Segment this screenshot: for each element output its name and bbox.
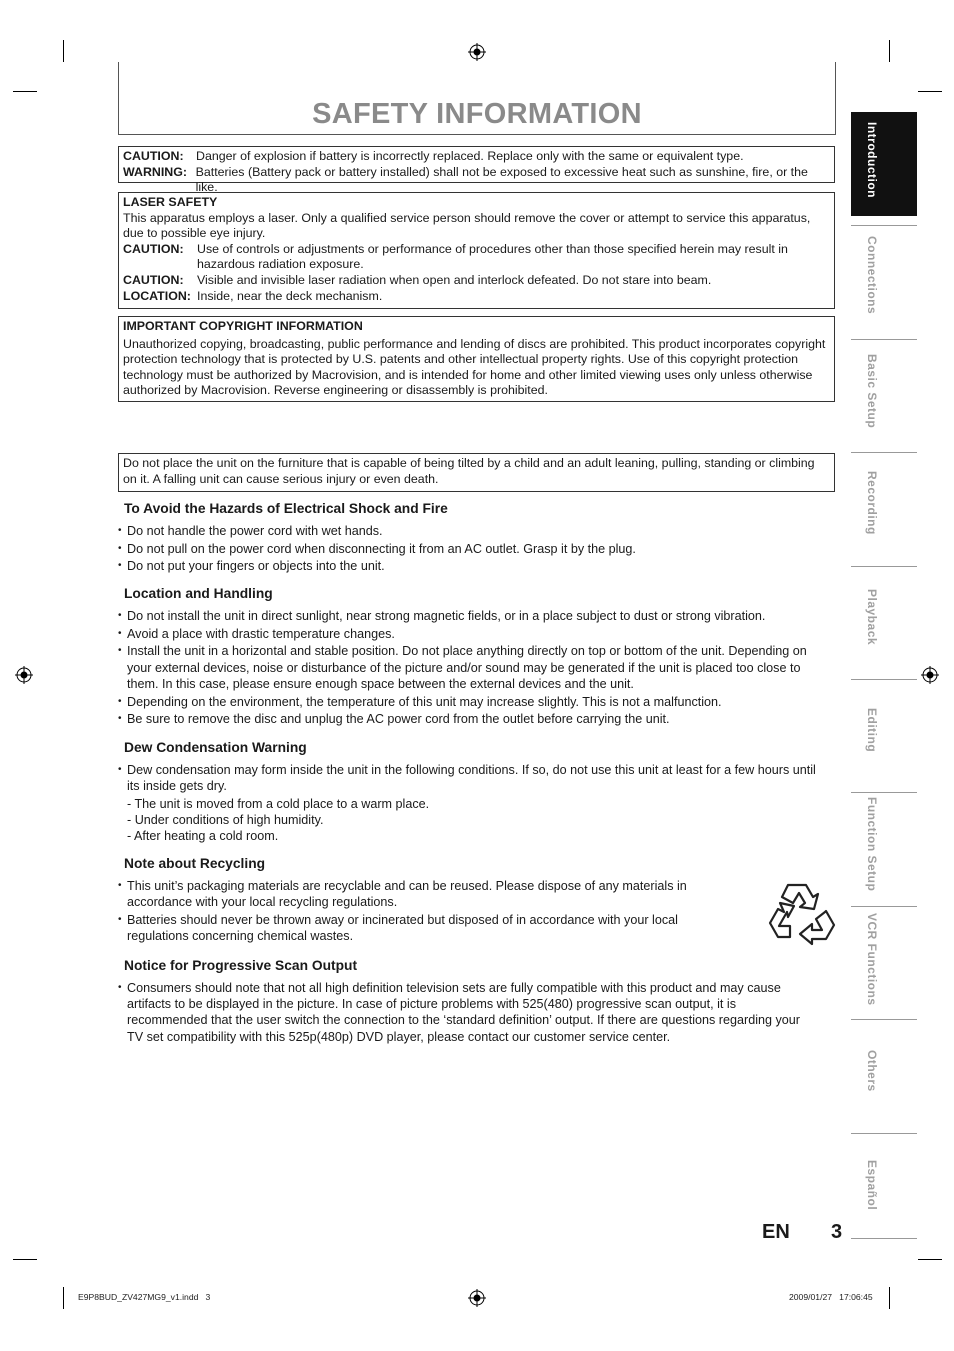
section-heading-dew: Dew Condensation Warning (124, 740, 307, 755)
tab-recording[interactable] (851, 452, 917, 557)
laser-row (123, 289, 830, 305)
tab-editing[interactable] (851, 679, 917, 784)
laser-text: Visible and invisible laser radiation when open and interlock defeated. Do not stare into beam. (197, 272, 712, 287)
list-item: • Do not put your fingers or objects into the unit. (118, 558, 834, 574)
crop-mark (918, 91, 942, 92)
tab-playback[interactable] (851, 566, 917, 671)
crop-mark (63, 1287, 64, 1309)
dew-sublist (118, 796, 429, 845)
tab-label: Basic Setup (865, 354, 879, 429)
tab-basic-setup[interactable] (851, 339, 917, 444)
sub-item: - After heating a cold room. (127, 829, 279, 844)
list-item: • Consumers should note that not all high definition television sets are fully compatible with this product and may cause artifacts to be displayed in the picture. In case of picture problems with 525(480) progressive scan output, it is recommended that the user switch the connection to the ‘standard definition’ output. If there are questions regarding your TV set compatibility with this 525p(480p) DVD player, please contact our customer service center. (118, 980, 818, 1045)
laser-row (123, 273, 830, 289)
caution-label: CAUTION: (123, 149, 184, 163)
sub-item: - Under conditions of high humidity. (127, 813, 324, 828)
registration-mark-icon (15, 666, 33, 684)
tab-label: Español (865, 1160, 879, 1211)
progressive-list (118, 980, 818, 1046)
tilt-warning-box (118, 453, 835, 492)
shock-list (118, 523, 834, 576)
warning-label: WARNING: (123, 164, 188, 179)
warning-text: Batteries (Battery pack or battery installed) shall not be exposed to excessive heat such as sunshine, fire, or the like. (195, 164, 808, 195)
list-item: • This unit’s packaging materials are recyclable and can be reused. Please dispose of any materials in accordance with your local recycling regulations. (118, 878, 734, 910)
tab-function-setup[interactable] (851, 792, 917, 899)
list-item: • Avoid a place with drastic temperature changes. (118, 626, 834, 642)
list-item: • Dew condensation may form inside the unit in the following conditions. If so, do not use this unit at least for a few hours until its inside gets dry. (118, 762, 834, 794)
crop-mark (13, 91, 37, 92)
section-heading-recycling: Note about Recycling (124, 856, 266, 871)
sub-item: - The unit is moved from a cold place to a warm place. (127, 797, 430, 811)
tab-label: Editing (865, 708, 879, 753)
tab-others[interactable] (851, 1019, 917, 1124)
crop-mark (889, 40, 890, 62)
caution-text: Danger of explosion if battery is incorrectly replaced. Replace only with the same or equivalent type. (196, 149, 744, 163)
laser-label: CAUTION: (123, 272, 184, 287)
list-item: • Depending on the environment, the temperature of this unit may increase slightly. This is not a malfunction. (118, 694, 834, 710)
laser-text: Use of controls or adjustments or performance of procedures other than those specified herein may result in hazardous radiation exposure. (197, 241, 788, 272)
registration-mark-icon (921, 666, 939, 684)
page-number: 3 (831, 1221, 843, 1243)
registration-mark-icon (468, 43, 486, 61)
tab-espanol[interactable] (851, 1133, 917, 1239)
tab-label: VCR Functions (865, 913, 879, 1006)
laser-row (123, 242, 830, 273)
dew-list (118, 762, 834, 796)
section-heading-shock: To Avoid the Hazards of Electrical Shock and Fire (124, 501, 448, 516)
tab-label: Recording (865, 471, 879, 535)
list-item: • Batteries should never be thrown away or incinerated but disposed of in accordance with your local regulations concerning chemical wastes. (118, 912, 734, 944)
laser-label: CAUTION: (123, 241, 184, 256)
crop-mark (63, 40, 64, 62)
location-list (118, 608, 834, 729)
caution-row (123, 149, 830, 165)
section-heading-location: Location and Handling (124, 586, 273, 601)
page-title: SAFETY INFORMATION (312, 98, 642, 130)
list-item: • Do not pull on the power cord when disconnecting it from an AC outlet. Grasp it by the plug. (118, 541, 834, 557)
list-item: • Be sure to remove the disc and unplug the AC power cord from the outlet before carrying the unit. (118, 711, 834, 727)
tab-label: Connections (865, 236, 879, 315)
registration-mark-icon (468, 1289, 486, 1307)
laser-heading: LASER SAFETY (123, 195, 218, 209)
laser-label: LOCATION: (123, 288, 191, 303)
crop-mark (918, 1259, 942, 1260)
copyright-heading: IMPORTANT COPYRIGHT INFORMATION (123, 319, 363, 333)
copyright-text: Unauthorized copying, broadcasting, public performance and lending of discs are prohibited. This product incorporates copyright protection technology that is protected by U.S. patents and other intellectual property rights. Use of this copyright protection technology must be authorized by Macrovision, and is intended for home and other limited viewing uses only unless otherwise authorized by Macrovision. Reverse engineering or disassembly is prohibited. (123, 336, 826, 398)
copyright-box (118, 316, 835, 402)
list-item: • Install the unit in a horizontal and stable position. Do not place anything directly on top or bottom of the unit. Depending on your external devices, noise or disturbance of the picture and/or sound may be generated if the unit is placed too close to them. In this case, please ensure enough space between the external devices and the unit. (118, 643, 834, 692)
recycle-icon (766, 881, 836, 947)
language-code: EN (762, 1221, 790, 1243)
footer-date: 2009/01/27 17:06:45 (789, 1292, 873, 1302)
tab-vcr-functions[interactable] (851, 906, 917, 1011)
laser-safety-box (118, 192, 835, 309)
tab-introduction[interactable] (851, 112, 917, 216)
tab-connections[interactable] (851, 225, 917, 330)
tab-label: Playback (865, 589, 879, 646)
tab-label: Function Setup (865, 797, 879, 892)
laser-intro: This apparatus employs a laser. Only a qualified service person should remove the cover or attempt to service this apparatus, due to possible eye injury. (123, 210, 811, 241)
crop-mark (889, 1287, 890, 1309)
section-heading-progressive: Notice for Progressive Scan Output (124, 958, 358, 973)
tab-label: Introduction (865, 122, 879, 198)
laser-text: Inside, near the deck mechanism. (197, 288, 383, 303)
footer-file: E9P8BUD_ZV427MG9_v1.indd 3 (78, 1292, 211, 1302)
recycling-list (118, 878, 734, 946)
crop-mark (13, 1259, 37, 1260)
tilt-warning-text: Do not place the unit on the furniture that is capable of being tilted by a child and an adult leaning, pulling, standing or climbing on it. A falling unit can cause serious injury or even death. (123, 456, 815, 486)
list-item: • Do not install the unit in direct sunlight, near strong magnetic fields, or in a place subject to dust or strong vibration. (118, 608, 834, 624)
caution-box (118, 146, 835, 195)
list-item: • Do not handle the power cord with wet hands. (118, 523, 834, 539)
tab-label: Others (865, 1050, 879, 1092)
